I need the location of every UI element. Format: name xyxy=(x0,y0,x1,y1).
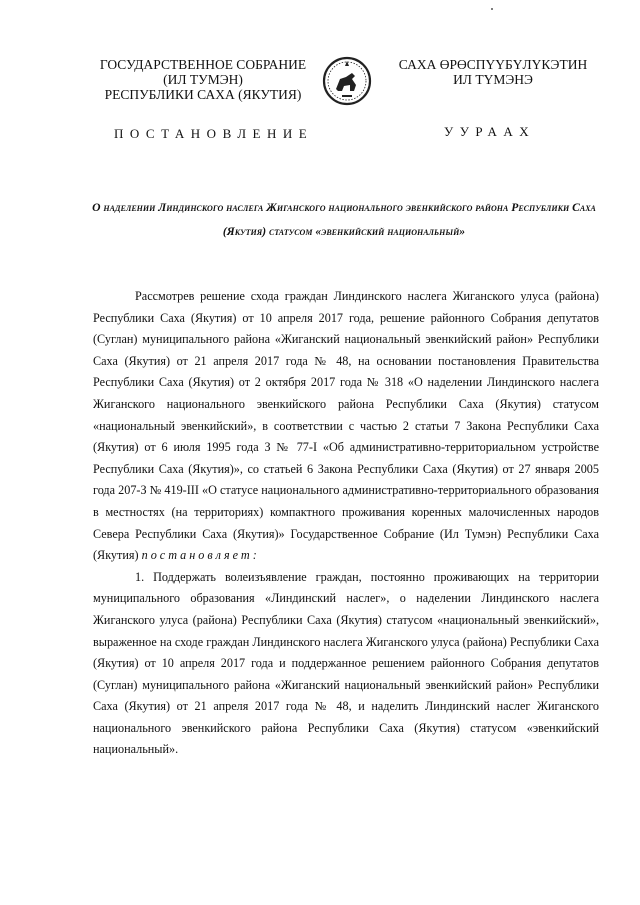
header-left-line: ГОСУДАРСТВЕННОЕ СОБРАНИЕ xyxy=(99,57,307,72)
header-left-line: (ИЛ ТУМЭН) xyxy=(163,72,243,87)
clause-1-paragraph: 1. Поддержать волеизъявление граждан, постоянно проживающих на территории муниципального образования «Линдинский наслег», о наделении Линдинского наслега Жиганского улуса (района) Республики Саха (Якутия) статусом «национальный эвенкийский», выраженное на сходе граждан Линдинского наслега Жиганского улуса (района) Республики Саха (Якутия) от 10 апреля 2017 года и поддержанное решением районного Собрания депутатов (Суглан) муниципального района «Жиганский национальный эвенкийский район» Республики Саха (Якутия) от 21 апреля 2017 года № 48, и наделить Линдинский наслег Жиганского национального эвенкийского района Республики Саха (Якутия) статусом «эвенкийский национальный». xyxy=(93,569,599,757)
decree-label-yakut: УУРААХ xyxy=(444,124,536,139)
header-right-line: САХА ӨРӨСПҮҮБҮЛҮКЭТИН xyxy=(398,57,588,72)
header-right xyxy=(378,57,608,87)
document-title: О наделении Линдинского наслега Жиганского национального эвенкийского района Республики Саха (Якутия) статусом «эвенкийский национальный» xyxy=(92,201,596,238)
resolves-word: постановляет: xyxy=(141,548,260,563)
header-left xyxy=(88,57,318,102)
preamble-text: Рассмотрев решение схода граждан Линдинского наслега Жиганского улуса (района) Республики Саха (Якутия) от 10 апреля 2017 года, решение районного Собрания депутатов (Суглан) муниципального района «Жиганский национальный эвенкийский район» Республики Саха (Якутия) от 21 апреля 2017 года № 48, на основании постановления Правительства Республики Саха (Якутия) от 2 октября 2017 года № 318 «О наделении Линдинского наслега Жиганского национального эвенкийского района Республики Саха (Якутия) статусом «национальный эвенкийский», в соответствии с частью 2 статьи 7 Закона Республики Саха (Якутия) от 6 июля 1995 года З № 77-I «Об административно-территориальном устройстве Республики Саха (Якутия)», со статьей 6 Закона Республики Саха (Якутия) от 27 января 2005 года 207-З № 419-III «О статусе национального административно-территориального образования в местностях (на территориях) компактного проживания коренных малочисленных народов Севера Республики Саха (Якутия)» Государственное Собрание (Ил Тумэн) Республики Саха (Якутия) xyxy=(93,289,599,563)
preamble-paragraph xyxy=(93,286,599,567)
header-left-line: РЕСПУБЛИКИ САХА (ЯКУТИЯ) xyxy=(104,87,302,102)
header-right-line: ИЛ ТҮМЭНЭ xyxy=(453,72,533,87)
decree-label-russian: ПОСТАНОВЛЕНИЕ xyxy=(114,126,314,141)
sakha-republic-emblem-icon xyxy=(322,55,372,107)
document-body xyxy=(93,286,599,761)
scan-speck xyxy=(491,8,493,10)
